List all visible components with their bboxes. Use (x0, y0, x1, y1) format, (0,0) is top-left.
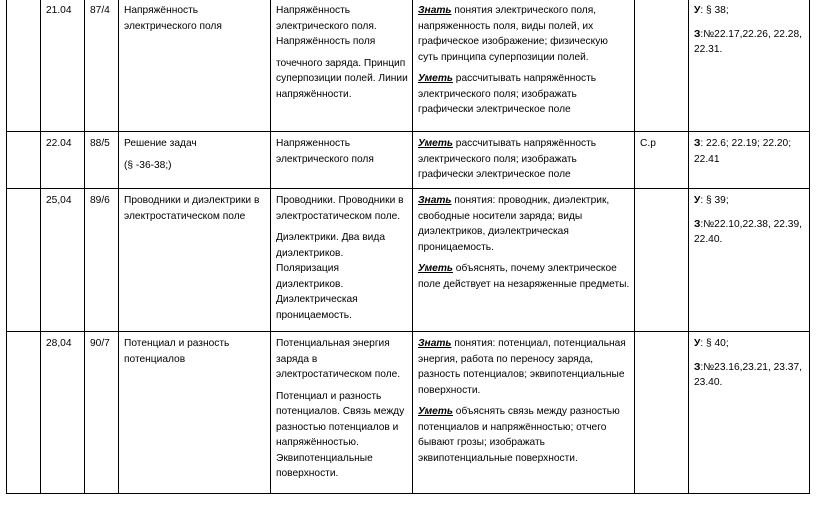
homework-textbook-text: : § 38; (700, 5, 729, 16)
homework-problems (694, 27, 805, 58)
lesson-topic: Потенциал и разность потенциалов (119, 332, 271, 494)
homework-problems (694, 217, 805, 248)
lesson-number: 88/5 (85, 132, 119, 189)
know-text: понятия: проводник, диэлектрик, свободные носители заряда; виды диэлектриков, диэлектрическая проницаемость. (418, 195, 610, 253)
content-line: Проводники. Проводники в электростатическом поле. (276, 195, 404, 222)
table-row (7, 332, 810, 494)
lesson-plan-table (6, 0, 810, 494)
homework-textbook (694, 3, 805, 19)
lesson-content (271, 0, 413, 132)
can-text: объяснять связь между разностью потенциалов и напряжённостью; отчего бывают грозы; изображать эквипотенциальные поверхности. (418, 406, 620, 464)
can-text: рассчитывать напряжённость электрического поля; изображать графически электрическое поле (418, 138, 597, 180)
content-line: Диэлектрики. Два вида диэлектриков. Поляризация диэлектриков. Диэлектрическая проницаемость. (276, 232, 385, 321)
empty-cell (7, 132, 41, 189)
control-form: С.р (635, 132, 689, 189)
requirement-know (418, 193, 630, 255)
requirement-know (418, 3, 630, 65)
homework-textbook-label: У (694, 195, 701, 206)
lesson-requirements (413, 332, 635, 494)
content-line: Напряжённость электрического поля. Напряжённость поля (276, 5, 377, 47)
homework-textbook-text: : § 39; (700, 195, 729, 206)
homework-problems-label: З (694, 28, 701, 40)
know-keyword: Знать (418, 5, 452, 16)
content-line: точечного заряда. Принцип суперпозиции полей. Линии напряжённости. (276, 57, 408, 100)
empty-cell (7, 332, 41, 494)
lesson-date: 28,04 (41, 332, 85, 494)
homework-textbook (694, 193, 805, 209)
homework (689, 132, 810, 189)
requirement-can (418, 71, 630, 118)
content-line: Напряженность электрического поля (276, 138, 374, 165)
lesson-number: 90/7 (85, 332, 119, 494)
can-keyword: Уметь (418, 73, 453, 84)
homework-textbook-label: У (694, 338, 701, 349)
homework-problems-text: : 22.6; 22.19; 22.20; 22.41 (694, 138, 792, 165)
know-text: понятия: потенциал, потенциальная энергия, работа по переносу заряда, разность потенциалов; эквипотенциальные поверхности. (418, 338, 626, 396)
homework-problems-label: З (694, 361, 701, 373)
homework (689, 189, 810, 332)
homework-problems-label: З (694, 218, 701, 230)
empty-cell (7, 0, 41, 132)
requirement-can (418, 136, 630, 183)
homework-textbook-label: У (694, 5, 701, 16)
can-keyword: Уметь (418, 138, 453, 149)
can-keyword: Уметь (418, 263, 453, 274)
lesson-content (271, 132, 413, 189)
lesson-number: 89/6 (85, 189, 119, 332)
requirement-can (418, 261, 630, 292)
lesson-requirements (413, 132, 635, 189)
control-form (635, 189, 689, 332)
lesson-topic: Проводники и диэлектрики в электростатическом поле (119, 189, 271, 332)
homework-problems-label: З (694, 138, 701, 149)
lesson-requirements (413, 0, 635, 132)
control-form (635, 332, 689, 494)
lesson-date: 25,04 (41, 189, 85, 332)
lesson-topic (119, 132, 271, 189)
topic-title: Решение задач (124, 138, 197, 149)
lesson-topic: Напряжённость электрического поля (119, 0, 271, 132)
table-row (7, 0, 810, 132)
know-text: понятия электрического поля, напряженность поля, виды полей, их графическое изображение; физическую суть принципа суперпозиции полей. (418, 5, 608, 63)
table-row (7, 132, 810, 189)
know-keyword: Знать (418, 195, 452, 206)
homework-problems-text: :№22.10,22.38, 22.39, 22.40. (694, 218, 802, 245)
homework-problems (694, 136, 805, 167)
lesson-content (271, 189, 413, 332)
empty-cell (7, 189, 41, 332)
homework-problems-text: :№22.17,22.26, 22.28, 22.31. (694, 28, 802, 55)
homework (689, 332, 810, 494)
lesson-content (271, 332, 413, 494)
lesson-date: 21.04 (41, 0, 85, 132)
content-line: Потенциал и разность потенциалов. Связь между разностью потенциалов и напряжённостью. Эквипотенциальные поверхности. (276, 390, 405, 479)
lesson-requirements (413, 189, 635, 332)
homework (689, 0, 810, 132)
control-form (635, 0, 689, 132)
know-keyword: Знать (418, 338, 452, 349)
homework-problems (694, 360, 805, 391)
requirement-can (418, 404, 630, 466)
content-line: Потенциальная энергия заряда в электростатическом поле. (276, 338, 401, 380)
homework-problems-text: :№23.16,23.21, 23.37, 23.40. (694, 361, 802, 388)
homework-textbook (694, 336, 805, 352)
homework-textbook-text: : § 40; (700, 338, 729, 349)
table-row (7, 189, 810, 332)
can-text: рассчитывать напряжённость электрического поля; изображать графически электрическое поле (418, 73, 597, 115)
lesson-date: 22.04 (41, 132, 85, 189)
requirement-know (418, 336, 630, 398)
can-text: объяснять, почему электрическое поле действует на незаряженные предметы. (418, 263, 630, 290)
lesson-number: 87/4 (85, 0, 119, 132)
can-keyword: Уметь (418, 406, 453, 417)
topic-note: (§ -36-38;) (124, 159, 172, 171)
